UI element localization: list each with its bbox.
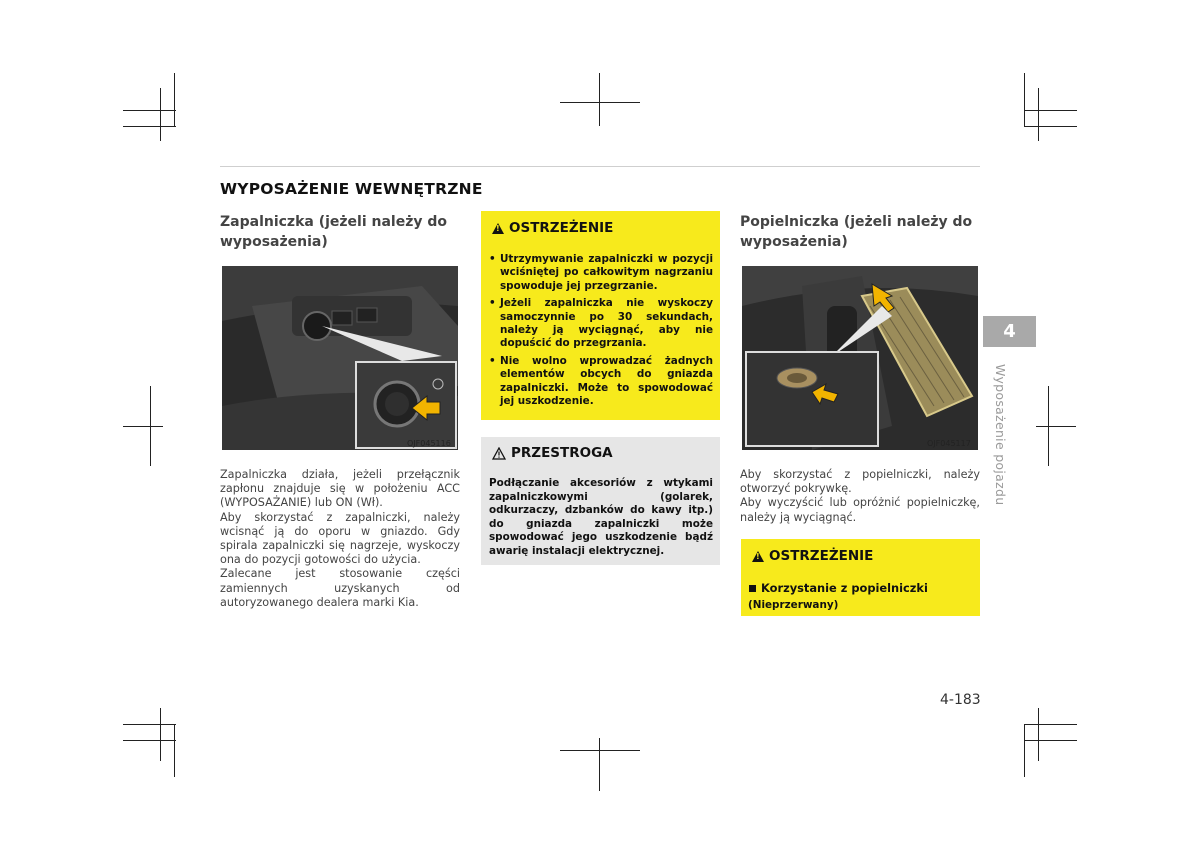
- list-item: • Utrzymywanie zapalniczki w pozycji wciśniętej po całkowitym nagrzaniu spowoduje jej przegrzanie.: [487, 253, 713, 293]
- paragraph: Zapalniczka działa, jeżeli przełącznik zapłonu znajduje się w położeniu ACC (WYPOSAŻANIE) lub ON (Wł).: [220, 468, 460, 510]
- ashtray-photo: [742, 266, 978, 450]
- caution-box: [481, 437, 720, 565]
- warning-title: [752, 548, 873, 564]
- caution-title-text: PRZESTROGA: [511, 445, 613, 461]
- square-bullet-icon: [749, 585, 756, 592]
- ashtray-body: [740, 468, 980, 525]
- section-title: WYPOSAŻENIE WEWNĘTRZNE: [220, 180, 483, 198]
- warning-item-title: [749, 581, 928, 595]
- paragraph: Aby skorzystać z zapalniczki, należy wcisnąć ją do oporu w gniazdo. Gdy spirala zapalniczki się nagrzeje, wyskoczy ona do pozycji gotowości do użycia.: [220, 510, 460, 567]
- ashtray-warning-box: [741, 539, 980, 616]
- header-rule: [220, 166, 980, 167]
- paragraph: Aby skorzystać z popielniczki, należy otworzyć pokrywkę.: [740, 468, 980, 496]
- warning-triangle-icon: [752, 551, 764, 562]
- warning-title-text: OSTRZEŻENIE: [769, 548, 874, 564]
- warning-item-subtitle: (Nieprzerwany): [748, 599, 839, 611]
- list-item: • Nie wolno wprowadzać żadnych elementów obcych do gniazda zapalniczki. Może to spowodować jej uszkodzenie.: [487, 355, 713, 409]
- warning-triangle-icon: [492, 223, 504, 234]
- lighter-warning-box: [481, 211, 720, 420]
- caution-title: [492, 445, 613, 461]
- ashtray-subheading: Popielniczka (jeżeli należy do wyposażenia): [740, 214, 973, 250]
- paragraph: Zalecane jest stosowanie części zamiennych uzyskanych od autoryzowanego dealera marki Kia.: [220, 567, 460, 609]
- caution-text: Podłączanie akcesoriów z wtykami zapalniczkowymi (golarek, odkurzaczy, dzbanków do kawy itp.) do gniazda zapalniczki może spowodować jego uszkodzenie bądź awarię instalacji elektrycznej.: [489, 477, 713, 557]
- lighter-image-code: OJF045116: [407, 439, 451, 448]
- lighter-body: [220, 468, 460, 610]
- chapter-side-label: Wyposażenie pojazdu: [993, 364, 1008, 506]
- lighter-subheading: Zapalniczka (jeżeli należy do wyposażenia): [220, 214, 448, 250]
- lighter-photo: [222, 266, 458, 450]
- list-item: • Jeżeli zapalniczka nie wyskoczy samoczynnie po 30 sekundach, należy ją wyciągnąć, aby nie dopuścić do przegrzania.: [487, 297, 713, 351]
- warning-item-title-text: Korzystanie z popielniczki: [761, 581, 928, 595]
- ashtray-image-code: OJF045117: [927, 439, 971, 448]
- caution-triangle-icon: [492, 447, 506, 460]
- warning-list: [487, 253, 713, 412]
- paragraph: Aby wyczyścić lub opróżnić popielniczkę, należy ją wyciągnąć.: [740, 496, 980, 524]
- warning-title: [492, 220, 613, 236]
- chapter-tab: 4: [983, 316, 1036, 347]
- page-number: 4-183: [940, 692, 981, 708]
- warning-title-text: OSTRZEŻENIE: [509, 220, 614, 236]
